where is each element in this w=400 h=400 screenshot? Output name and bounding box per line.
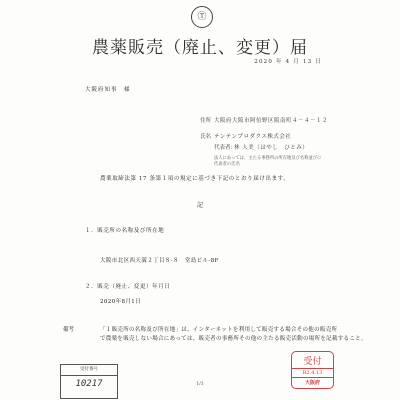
remarks-line2: で農薬を販売しない場合にあっては、販売者の事務所その他の主たる販売活動の場所を記載すること。: [100, 336, 367, 342]
receipt-number-header: 受付番号: [61, 365, 117, 376]
remarks-line1: 「１販売所の名称及び所在地」は、インターネットを利用して販売する場合その他の販売所: [100, 327, 338, 333]
document-date: 2020 年 4 月 13 日: [254, 59, 322, 65]
page-number: 1/3: [196, 382, 204, 387]
applicant-note-line1: 法人にあっては、主たる事務所の所在地及び名称並びに: [214, 156, 322, 161]
section1-value: 大阪市北区西天満２丁目８-８ 堂島ビル-8F: [100, 258, 219, 264]
ki-marker: 記: [196, 202, 203, 209]
section2-heading: ２．販売（廃止、変更）年月日: [85, 284, 171, 290]
representative-name: 林 人美（はやし ひとみ）: [234, 145, 309, 151]
received-stamp-title: 受付: [303, 357, 322, 367]
intro-statement: 農薬取締法第 17 条第１項の規定に基づき下記のとおり届け出ます。: [100, 176, 290, 182]
received-stamp-org: 大阪府: [304, 380, 320, 386]
company-name: テンテンプロダクス株式会社: [214, 134, 292, 140]
name-label: 氏名: [200, 134, 212, 140]
representative-label: 代表者：: [214, 145, 237, 151]
addressee: 大阪府知事 様: [85, 87, 131, 93]
document-title: 農薬販売（廃止、変更）届: [92, 38, 308, 58]
applicant-note-line2: 代表者の氏名: [214, 162, 240, 167]
address-label: 住所: [200, 118, 212, 124]
receipt-number-value: 10217: [75, 379, 103, 389]
section2-value: 2020年8月1日: [100, 299, 142, 305]
received-stamp: [291, 351, 334, 389]
received-stamp-date: R2.4.13: [292, 368, 333, 378]
emblem-stamp: Ⓣ: [191, 6, 213, 28]
remarks-label: 備考: [63, 327, 75, 333]
address-value: 大阪府大阪市阿倍野区阪南町４－４－１２: [214, 118, 329, 124]
section1-heading: １．販売所の名称及び所在地: [85, 228, 165, 234]
